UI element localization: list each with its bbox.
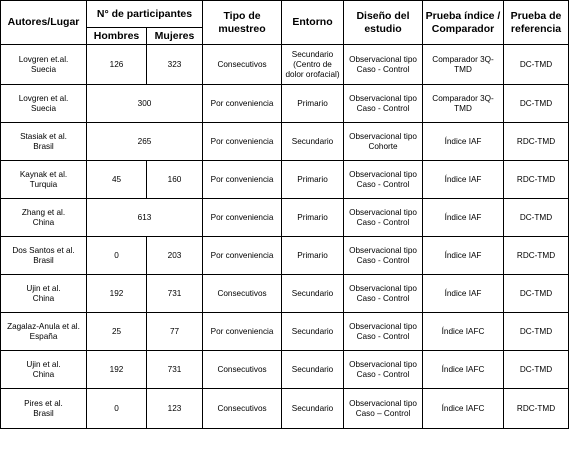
- cell-prueba-referencia: DC-TMD: [504, 313, 569, 351]
- header-prueba-referencia: Prueba de referencia: [504, 1, 569, 45]
- cell-diseno: Observacional tipo Caso - Control: [344, 161, 423, 199]
- cell-prueba-indice: Índice IAF: [423, 199, 504, 237]
- cell-entorno: Secundario: [282, 313, 344, 351]
- header-tipo-muestreo: Tipo de muestreo: [203, 1, 282, 45]
- table-row: [1, 351, 569, 389]
- header-entorno: Entorno: [282, 1, 344, 45]
- cell-tipo-muestreo: Consecutivos: [203, 389, 282, 429]
- cell-hombres: 0: [87, 237, 147, 275]
- cell-autor-lugar: Stasiak et al. Brasil: [1, 123, 87, 161]
- cell-prueba-indice: Índice IAFC: [423, 313, 504, 351]
- cell-autor-lugar: Pires et al. Brasil: [1, 389, 87, 429]
- cell-autor-lugar: Ujin et al. China: [1, 275, 87, 313]
- cell-prueba-referencia: RDC-TMD: [504, 389, 569, 429]
- table-row: [1, 389, 569, 429]
- cell-participantes-total: 300: [87, 85, 203, 123]
- cell-hombres: 192: [87, 351, 147, 389]
- header-hombres: Hombres: [87, 28, 147, 45]
- cell-hombres: 192: [87, 275, 147, 313]
- cell-prueba-indice: Índice IAF: [423, 275, 504, 313]
- cell-participantes-total: 265: [87, 123, 203, 161]
- cell-hombres: 126: [87, 45, 147, 85]
- cell-prueba-referencia: RDC-TMD: [504, 237, 569, 275]
- cell-diseno: Observacional tipo Caso – Control: [344, 389, 423, 429]
- cell-entorno: Primario: [282, 85, 344, 123]
- header-participantes: N° de participantes: [87, 1, 203, 28]
- cell-entorno: Secundario (Centro de dolor orofacial): [282, 45, 344, 85]
- cell-tipo-muestreo: Consecutivos: [203, 351, 282, 389]
- cell-diseno: Observacional tipo Caso - Control: [344, 351, 423, 389]
- cell-diseno: Observacional tipo Caso - Control: [344, 45, 423, 85]
- cell-prueba-indice: Comparador 3Q-TMD: [423, 85, 504, 123]
- cell-prueba-referencia: DC-TMD: [504, 85, 569, 123]
- cell-prueba-referencia: DC-TMD: [504, 199, 569, 237]
- cell-tipo-muestreo: Consecutivos: [203, 275, 282, 313]
- cell-mujeres: 731: [147, 275, 203, 313]
- cell-entorno: Secundario: [282, 275, 344, 313]
- cell-diseno: Observacional tipo Caso - Control: [344, 275, 423, 313]
- table-row: [1, 313, 569, 351]
- cell-prueba-indice: Índice IAFC: [423, 351, 504, 389]
- cell-prueba-referencia: DC-TMD: [504, 351, 569, 389]
- cell-hombres: 0: [87, 389, 147, 429]
- cell-prueba-indice: Índice IAF: [423, 123, 504, 161]
- cell-mujeres: 731: [147, 351, 203, 389]
- table-row: [1, 123, 569, 161]
- cell-diseno: Observacional tipo Caso - Control: [344, 85, 423, 123]
- cell-prueba-referencia: DC-TMD: [504, 45, 569, 85]
- table-row: [1, 275, 569, 313]
- cell-tipo-muestreo: Por conveniencia: [203, 161, 282, 199]
- cell-mujeres: 323: [147, 45, 203, 85]
- cell-prueba-indice: Comparador 3Q-TMD: [423, 45, 504, 85]
- cell-prueba-indice: Índice IAF: [423, 237, 504, 275]
- cell-prueba-referencia: RDC-TMD: [504, 123, 569, 161]
- cell-tipo-muestreo: Por conveniencia: [203, 199, 282, 237]
- table-row: [1, 199, 569, 237]
- cell-autor-lugar: Zagalaz-Anula et al. España: [1, 313, 87, 351]
- cell-autor-lugar: Ujin et al. China: [1, 351, 87, 389]
- cell-diseno: Observacional tipo Caso - Control: [344, 313, 423, 351]
- cell-prueba-indice: Índice IAF: [423, 161, 504, 199]
- cell-prueba-indice: Índice IAFC: [423, 389, 504, 429]
- cell-tipo-muestreo: Por conveniencia: [203, 123, 282, 161]
- cell-autor-lugar: Kaynak et al. Turquia: [1, 161, 87, 199]
- cell-entorno: Primario: [282, 199, 344, 237]
- table-row: [1, 237, 569, 275]
- header-autores: Autores/Lugar: [1, 1, 87, 45]
- cell-tipo-muestreo: Por conveniencia: [203, 85, 282, 123]
- header-diseno: Diseño del estudio: [344, 1, 423, 45]
- cell-entorno: Primario: [282, 161, 344, 199]
- cell-mujeres: 123: [147, 389, 203, 429]
- cell-entorno: Primario: [282, 237, 344, 275]
- header-mujeres: Mujeres: [147, 28, 203, 45]
- header-prueba-indice: Prueba índice / Comparador: [423, 1, 504, 45]
- cell-tipo-muestreo: Por conveniencia: [203, 237, 282, 275]
- cell-tipo-muestreo: Por conveniencia: [203, 313, 282, 351]
- cell-prueba-referencia: RDC-TMD: [504, 161, 569, 199]
- cell-autor-lugar: Zhang et al. China: [1, 199, 87, 237]
- cell-diseno: Observacional tipo Caso - Control: [344, 237, 423, 275]
- cell-mujeres: 160: [147, 161, 203, 199]
- cell-entorno: Secundario: [282, 123, 344, 161]
- cell-hombres: 45: [87, 161, 147, 199]
- table-row: [1, 161, 569, 199]
- cell-mujeres: 77: [147, 313, 203, 351]
- cell-autor-lugar: Dos Santos et al. Brasil: [1, 237, 87, 275]
- cell-diseno: Observacional tipo Caso - Control: [344, 199, 423, 237]
- table-row: [1, 85, 569, 123]
- cell-autor-lugar: Lovgren et.al. Suecia: [1, 45, 87, 85]
- cell-autor-lugar: Lovgren et al. Suecia: [1, 85, 87, 123]
- cell-mujeres: 203: [147, 237, 203, 275]
- cell-participantes-total: 613: [87, 199, 203, 237]
- cell-hombres: 25: [87, 313, 147, 351]
- cell-entorno: Secundario: [282, 351, 344, 389]
- cell-entorno: Secundario: [282, 389, 344, 429]
- cell-tipo-muestreo: Consecutivos: [203, 45, 282, 85]
- cell-diseno: Observacional tipo Cohorte: [344, 123, 423, 161]
- cell-prueba-referencia: DC-TMD: [504, 275, 569, 313]
- table-row: [1, 45, 569, 85]
